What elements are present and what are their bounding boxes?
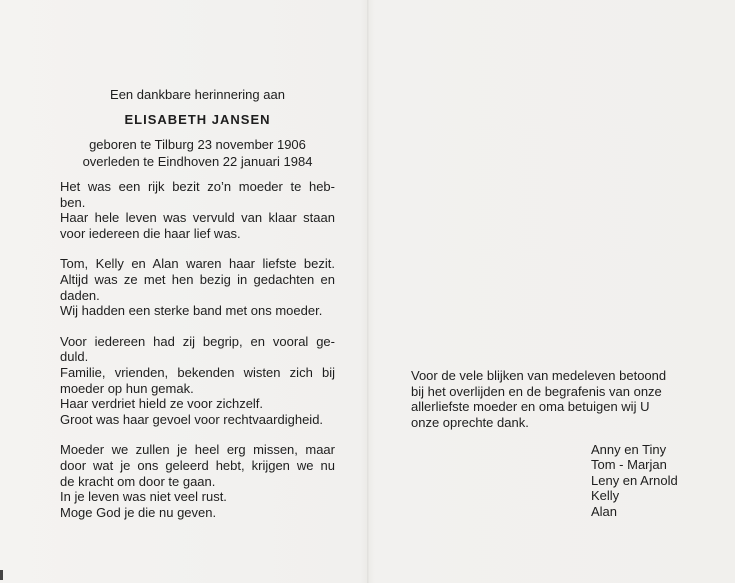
signer: Anny en Tiny <box>591 442 667 457</box>
card-fold <box>367 0 369 583</box>
verse-line: Haar hele leven was vervuld van klaar staan <box>60 210 335 226</box>
verse-line: Haar verdriet hield ze voor zichzelf. <box>60 396 264 412</box>
verse-line: daden. <box>60 287 100 303</box>
thanks-paragraph <box>411 368 711 430</box>
verse-line: Groot was haar gevoel voor rechtvaardigheid. <box>60 411 324 427</box>
right-panel <box>411 368 711 430</box>
verse-line: Moge God je die nu geven. <box>60 504 217 520</box>
signers-list <box>591 442 678 519</box>
verse-line: Moeder we zullen je heel erg missen, maar <box>60 442 335 458</box>
edge-mark <box>0 570 3 580</box>
verse-line: de kracht om door te gaan. <box>60 473 216 489</box>
stanza-4 <box>60 442 335 520</box>
death-line: overleden te Eindhoven 22 januari 1984 <box>82 154 313 169</box>
verse-line: Het was een rijk bezit zo’n moeder te heb- <box>60 179 335 194</box>
verse-line: In je leven was niet veel rust. <box>60 489 227 505</box>
stanza-1 <box>60 179 335 241</box>
verse-line: Wij hadden een sterke band met ons moeder. <box>60 303 323 319</box>
left-panel <box>60 86 335 535</box>
signer: Tom - Marjan <box>591 457 667 473</box>
header-block <box>60 86 335 170</box>
signer: Alan <box>591 503 618 519</box>
birth-line: geboren te Tilburg 23 november 1906 <box>89 137 306 152</box>
verse-line: Altijd was ze met hen bezig in gedachten en <box>60 271 335 287</box>
thanks-line: onze oprechte dank. <box>411 414 529 430</box>
verse-line: ben. <box>60 194 86 210</box>
verse-line: duld. <box>60 349 89 365</box>
stanza-3 <box>60 334 335 428</box>
verse-line: Tom, Kelly en Alan waren haar liefste bezit. <box>60 256 335 272</box>
verse <box>60 179 335 520</box>
thanks-line: Voor de vele blijken van medeleven betoond <box>411 368 667 383</box>
thanks-line: allerliefste moeder en oma betuigen wij U <box>411 399 650 415</box>
thanks-line: bij het overlijden en de begrafenis van onze <box>411 383 662 399</box>
dates-block <box>60 136 335 170</box>
intro-line: Een dankbare herinnering aan <box>110 87 285 102</box>
verse-line: moeder op hun gemak. <box>60 380 194 396</box>
verse-line: Voor iedereen had zij begrip, en vooral ge- <box>60 333 335 349</box>
deceased-name: ELISABETH JANSEN <box>124 112 271 127</box>
verse-line: Familie, vrienden, bekenden wisten zich bij <box>60 364 335 380</box>
signer: Leny en Arnold <box>591 472 678 488</box>
stanza-2 <box>60 256 335 318</box>
signer: Kelly <box>591 488 620 504</box>
verse-line: voor iedereen die haar lief was. <box>60 225 241 241</box>
verse-line: door wat je ons geleerd hebt, krijgen we nu <box>60 457 335 473</box>
